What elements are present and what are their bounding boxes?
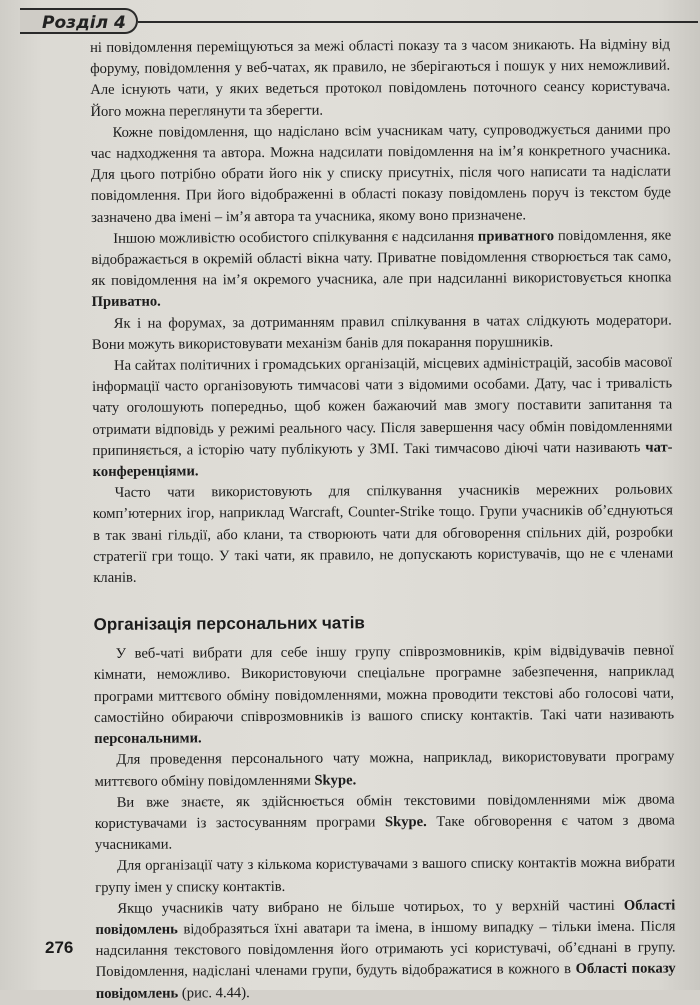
bold-term: Skype.	[384, 813, 427, 831]
paragraph	[94, 747, 674, 793]
text-run: Для проведення персонального чату можна, наприклад, використовувати програму миттєвого обміну повідомленнями	[94, 748, 675, 790]
page-content	[90, 34, 676, 1004]
text-run: (рис. 4.44).	[178, 984, 250, 1002]
text-run: У веб-чаті вибрати для себе іншу групу співрозмовників, крім відвідувачів певної кімнати, неможливо. Використовуючи спеціальне програмне забезпечення, наприклад програми миттєвого обміну повідомленнями, можна проводити текстові або голосові чати, самостійно обираючи співрозмовників із вашого списку контактів. Такі чати називають	[93, 642, 675, 726]
paragraph	[92, 352, 673, 483]
text-run: Як і на форумах, за дотриманням правил спілкування в чатах слідкують модератори. Вони можуть використовувати механізм банів для покарання порушників.	[91, 312, 672, 353]
text-run: відобразяться їхні аватари та імена, в іншому випадку – тільки імена. Після надсилання текстового повідомлення його отримають усі користувачі, об’єднані в групу. Повідомлення, надіслані членами групи, будуть відображатися в кожного в	[95, 918, 676, 981]
paragraph	[95, 853, 675, 899]
text-run: ні повідомлення переміщуються за межі області показу та з часом зникають. На відміну від форуму, повідомлення у веб-чатах, як правило, не зберігаються і пошук у них неможливий. Але існують чати, у яких ведеться протокол повідомлень поточного сеансу користувача. Його можна переглянути та зберегти.	[90, 36, 671, 120]
section-tab	[20, 8, 138, 34]
bold-term: Області показу повідомлень	[95, 960, 676, 1002]
text-run: повідомлення, яке відображається в окремій області вікна чату. Приватне повідомлення створюється так само, як повідомлення на ім’я окремого учасника, але при надсиланні використовується кнопка	[91, 227, 672, 290]
section-label: Розділ 4	[42, 13, 126, 33]
text-run: Кожне повідомлення, що надіслано всім учасникам чату, супроводжується даними про час надходження та автора. Можна надсилати повідомлення на ім’я конкретного учасника. Для цього потрібно обрати його нік у списку присутніх, після чого написати та надіслати повідомлення. При його відображенні в області показу повідомлень поруч із текстом буде зазначено два імені – ім’я автора та учасника, якому воно призначене.	[90, 121, 672, 226]
section-heading: Організація персональних чатів	[93, 613, 365, 635]
bold-term: Приватно.	[91, 294, 161, 311]
header-rule	[138, 21, 698, 23]
paragraph	[93, 480, 674, 590]
text-run: Іншою можливістю особистого спілкування є надсилання	[113, 228, 478, 247]
bold-term: приватного	[477, 227, 555, 245]
text-run: Якщо учасників чату вибрано не більше чотирьох, то у верхній частині	[117, 897, 624, 917]
text-run: На сайтах політичних і громадських організацій, місцевих адміністрацій, засобів масової інформації часто організовують тимчасові чати з відомими особами. Дату, час і тривалість чату оголошують попередньо, щоб кожен бажаючий мав змогу поставити запитання та отримати відповідь у режимі реального часу. Після завершення часу обмін повідомленнями припиняється, а історію чату публікують у ЗМІ. Такі тимчасово діючі чати називають	[92, 354, 673, 459]
text-run: Часто чати використовують для спілкування учасників мережних рольових комп’ютерних ігор, наприклад Warcraft, Counter-Strike тощо. Групи учасників об’єднуються в так звані гільдії, або клани, та створюють чати для обговорення спільних дій, розробки стратегії гри тощо. У такі чати, як правило, не допускають користувачів, що не є членами кланів.	[92, 481, 674, 587]
body-text-bottom	[94, 641, 676, 1005]
paragraph	[91, 119, 672, 229]
paragraph	[91, 225, 672, 313]
bold-term: Області повідомлень	[95, 897, 676, 938]
text-run: Для організації чату з кількома користувачами з вашого списку контактів можна вибрати групу імен у списку контактів.	[95, 854, 676, 896]
body-text-top	[90, 34, 673, 589]
page-number: 276	[45, 938, 74, 957]
paragraph	[94, 641, 675, 751]
paragraph	[90, 34, 671, 122]
paragraph	[92, 310, 672, 356]
paragraph	[95, 789, 675, 856]
text-run: Таке обговорення є чатом з двома учасниками.	[94, 812, 675, 854]
bold-term: чат-конференціями.	[92, 439, 673, 481]
bold-term: Skype.	[314, 771, 357, 789]
paragraph	[95, 895, 676, 1005]
bold-term: персональними.	[94, 730, 202, 748]
text-run: Ви вже знаєте, як здійснюється обмін текстовими повідомленнями між двома користувачами із застосуванням програми	[94, 791, 675, 832]
